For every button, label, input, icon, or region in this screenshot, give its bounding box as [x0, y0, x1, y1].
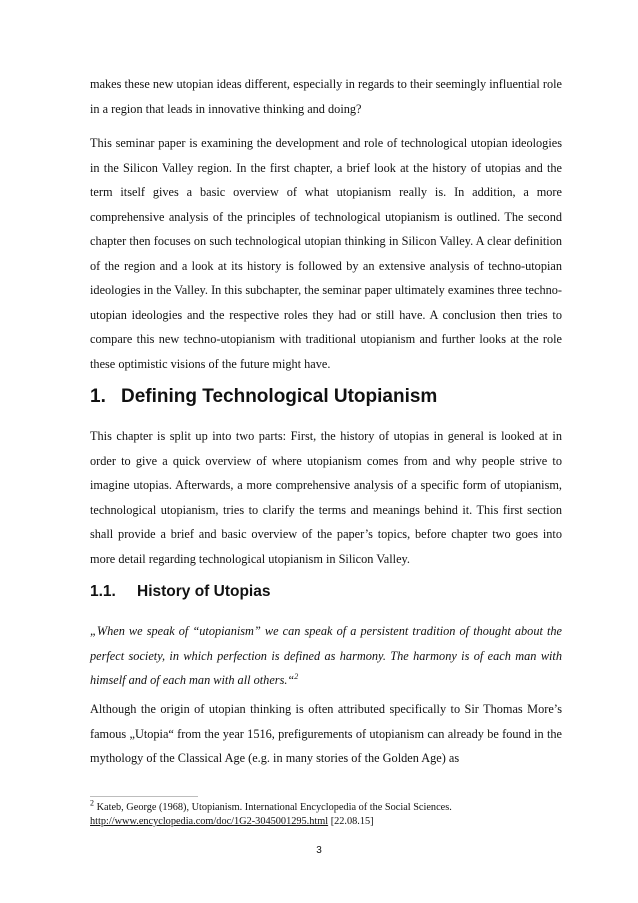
footnote-line — [90, 815, 562, 829]
footnote-number: 2 — [90, 798, 94, 808]
paragraph-overview — [90, 131, 562, 376]
footnote-line — [90, 798, 562, 815]
paragraph-text: makes these new utopian ideas different, especially in regards to their seemingly influential role in a region that leads in innovative thinking and doing? — [90, 77, 562, 116]
paragraph-text: This seminar paper is examining the development and role of technological utopian ideologies in the Silicon Valley region. In the first chapter, a brief look at the history of utopias and the term itself gives a basic overview of what utopianism really is. In addition, a more comprehensive analysis of the principles of technological utopianism is outlined. The second chapter then focuses on such technological utopian thinking in Silicon Valley. A clear definition of the region and a look at its history is followed by an extensive analysis of techno-utopian ideologies in the Valley. In this subchapter, the seminar paper ultimately examines three techno-utopian ideologies and the respective roles they had or still have. A conclusion then tries to compare this new techno-utopianism with traditional utopianism and further looks at the role these optimistic visions of the future might have. — [90, 136, 562, 371]
footnote-citation: Kateb, George (1968), Utopianism. International Encyclopedia of the Social Sciences. — [94, 802, 452, 813]
chapter-heading — [90, 385, 562, 409]
chapter-number: 1. — [90, 386, 106, 407]
footnote-divider — [90, 796, 198, 797]
footnote-accessed-date: [22.08.15] — [328, 816, 374, 827]
section-title: History of Utopias — [137, 583, 271, 600]
paragraph-chapter1-intro — [90, 424, 562, 571]
footnote-reference[interactable]: 2 — [294, 671, 299, 681]
section-number: 1.1. — [90, 583, 116, 600]
footnote-link[interactable]: http://www.encyclopedia.com/doc/1G2-3045001295.html — [90, 816, 329, 827]
chapter-title: Defining Technological Utopianism — [121, 386, 438, 407]
page-number: 3 — [316, 845, 322, 856]
paragraph-origin — [90, 697, 562, 771]
paragraph-text: Although the origin of utopian thinking is often attributed specifically to Sir Thomas More’s famous „Utopia“ from the year 1516, prefigurements of utopianism can already be found in the mythology of the Classical Age (e.g. in many stories of the Golden Age) as — [90, 702, 562, 765]
footnote — [90, 798, 562, 829]
quote-text: „When we speak of “utopianism” we can speak of a persistent tradition of thought about the perfect society, in which perfection is defined as harmony. The harmony is of each man with himself and of each man with all others.“ — [90, 624, 562, 687]
quote-paragraph — [90, 619, 562, 693]
section-heading — [90, 582, 562, 602]
block-quote — [90, 619, 562, 693]
paragraph-text: This chapter is split up into two parts: First, the history of utopias in general is looked at in order to give a quick overview of where utopianism comes from and why people strive to imagine utopias. Afterwards, a more comprehensive analysis of a specific form of utopianism, technological utopianism, tries to clarify the terms and meanings behind it. This first section shall provide a brief and basic overview of the paper’s topics, before chapter two goes into more detail regarding technological utopianism in Silicon Valley. — [90, 429, 562, 566]
paragraph-intro-end — [90, 72, 562, 121]
